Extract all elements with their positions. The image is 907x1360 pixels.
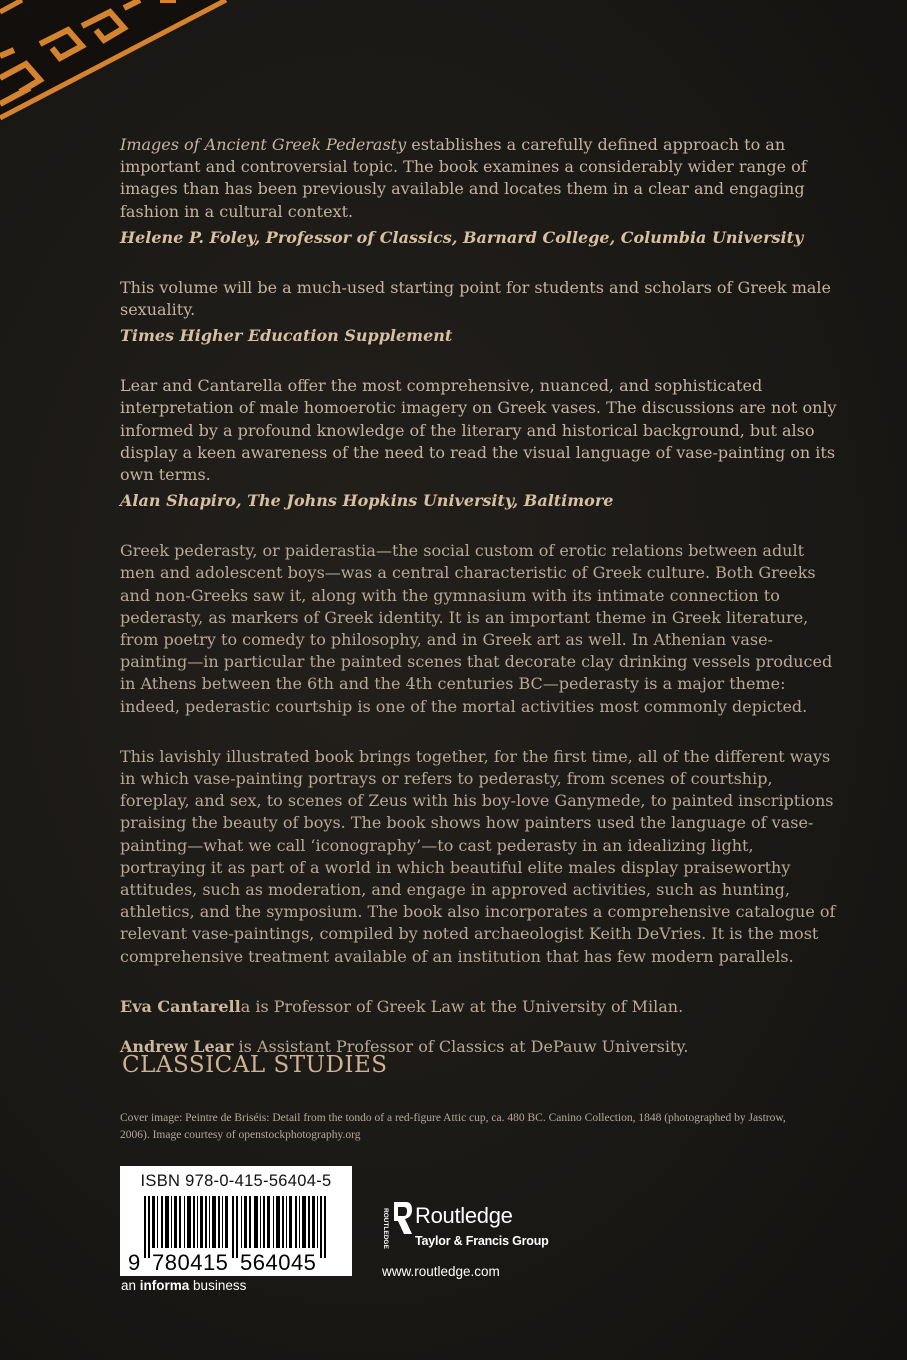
- description-paragraph-1: Greek pederasty, or paiderastia—the social custom of erotic relations between adult men and adolescent boys—was a central characteristic of Greek culture. Both Greeks and non-Greeks saw it, along with the gymnasium with its intimate connection to pederasty, as markers of Greek identity. It is an important theme in Greek literature, from poetry to comedy to philosophy, and in Greek art as well. In Athenian vase-painting—in particular the painted scenes that decorate clay drinking vessels produced in Athens between the 6th and the 4th centuries BC—pederasty is a major theme: indeed, pederastic courtship is one of the mortal activities most commonly depicted.: [120, 541, 833, 716]
- informa-business-label: an informa business: [121, 1278, 247, 1293]
- isbn-digits-right: 564045: [240, 1250, 317, 1272]
- author-name: Eva Cantarell: [120, 996, 241, 1016]
- review-attribution: Alan Shapiro, The Johns Hopkins University, Baltimore: [120, 491, 614, 511]
- logo-wordmark: ROUTLEDGE: [382, 1208, 389, 1249]
- greek-key-ornament: [0, 0, 260, 120]
- review-quote-3: [120, 375, 840, 512]
- publisher-url: www.routledge.com: [382, 1264, 500, 1279]
- cover-image-credit: Cover image: Peintre de Briséis: Detail from the tondo of a red-figure Attic cup, ca. 480 BC. Canino Collection, 1848 (photographed by Jastrow, 2006). Image courtesy of openstockphotography.org: [120, 1112, 786, 1141]
- back-cover-text: [120, 134, 840, 1086]
- review-quote-2: [120, 277, 840, 347]
- barcode-icon: [128, 1196, 344, 1272]
- review-text: This volume will be a much-used starting point for students and scholars of Greek male sexuality.: [120, 277, 831, 320]
- review-attribution: Times Higher Education Supplement: [120, 326, 453, 346]
- review-quote-1: [120, 134, 840, 249]
- author-bio-2: Andrew Lear is Assistant Professor of Classics at DePauw University.: [120, 1037, 689, 1057]
- description-paragraph-2: This lavishly illustrated book brings together, for the first time, all of the different ways in which vase-painting portrays or refers to pederasty, from scenes of courtship, foreplay, and sex, to scenes of Zeus with his boy-love Ganymede, to painted inscriptions praising the beauty of boys. The book shows how painters used the language of vase-painting—what we call ‘iconography’—to cast pederasty in an idealizing light, portraying it as part of a world in which beautiful elite males display praiseworthy attitudes, such as moderation, and engage in approved activities, such as hunting, athletics, and the symposium. The book also incorporates a comprehensive catalogue of relevant vase-paintings, compiled by noted archaeologist Keith DeVries. It is the most comprehensive treatment available of an institution that has few modern parallels.: [120, 746, 836, 966]
- isbn-digits-left: 780415: [152, 1250, 229, 1272]
- publisher-group: Taylor & Francis Group: [415, 1234, 549, 1248]
- review-text: Images of Ancient Greek Pederasty establishes a carefully defined approach to an important and controversial topic. The book examines a considerably wider range of images than has been previously available and locates them in a clear and engaging fashion in a cultural context.: [120, 135, 807, 221]
- book-title: Images of Ancient Greek Pederasty: [120, 135, 407, 154]
- author-name: Andrew Lear: [120, 1037, 234, 1057]
- series-label: CLASSICAL STUDIES: [122, 1052, 388, 1078]
- author-bio-1: Eva Cantarella is Professor of Greek Law at the University of Milan.: [120, 996, 684, 1016]
- isbn-digit-first: 9: [128, 1250, 141, 1272]
- review-text: Lear and Cantarella offer the most comprehensive, nuanced, and sophisticated interpretation of male homoerotic imagery on Greek vases. The discussions are not only informed by a profound knowledge of the literary and historical background, but also display a keen awareness of the need to read the visual language of vase-painting on its own terms.: [120, 376, 837, 485]
- routledge-logo-icon: [380, 1200, 414, 1252]
- publisher-name: Routledge: [415, 1203, 513, 1228]
- isbn-label: ISBN 978-0-415-56404-5: [140, 1172, 332, 1190]
- review-attribution: Helene P. Foley, Professor of Classics, Barnard College, Columbia University: [120, 227, 804, 247]
- isbn-barcode: [120, 1166, 352, 1276]
